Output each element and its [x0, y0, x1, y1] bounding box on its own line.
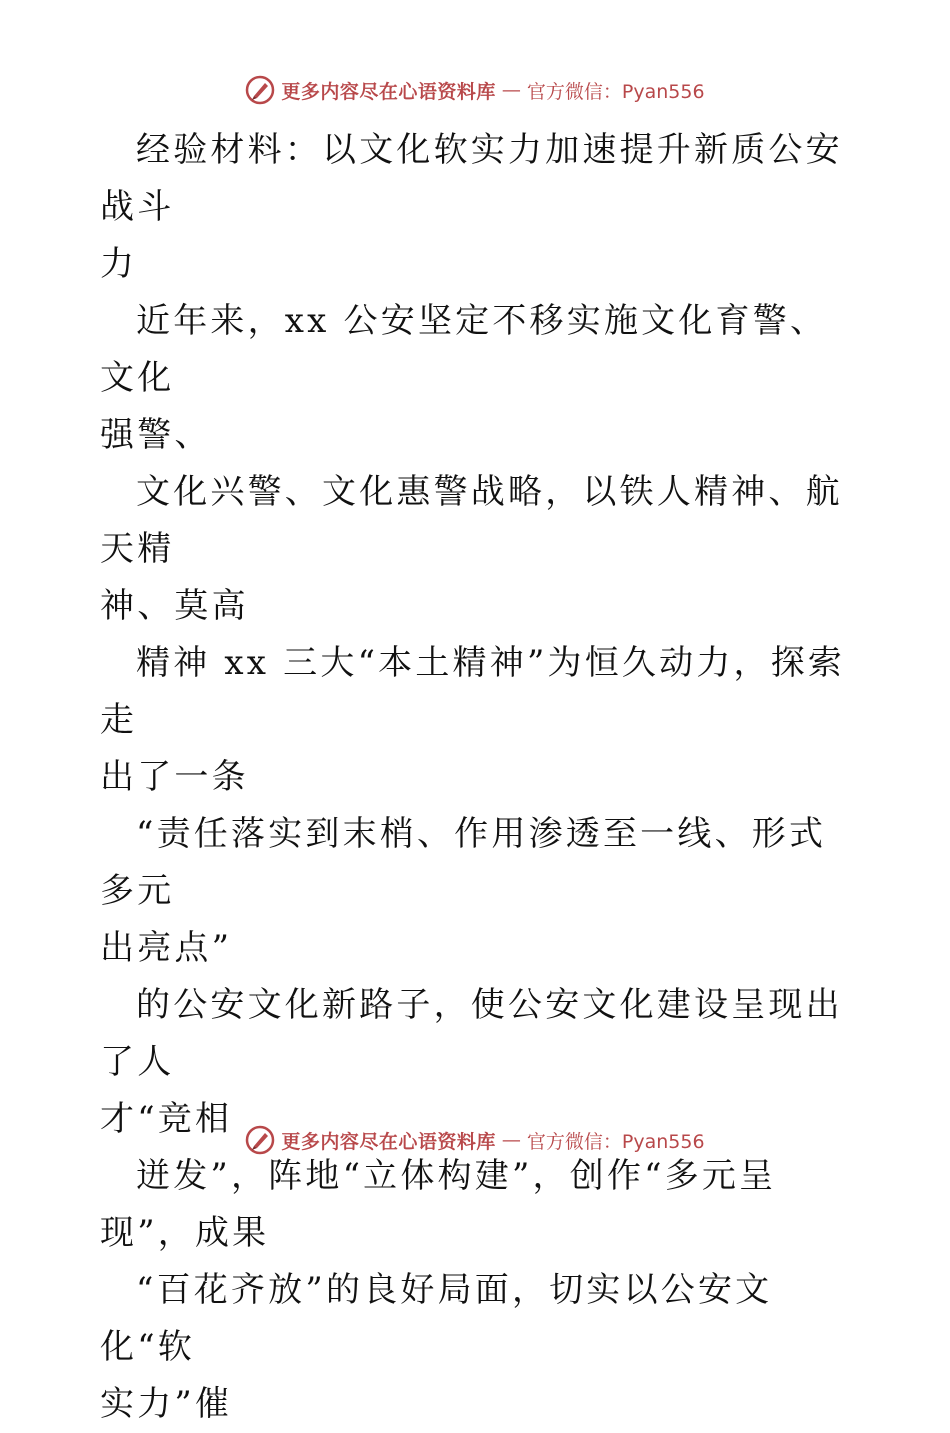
line-continuation: 强警、	[100, 415, 212, 455]
line-continuation: 出了一条	[100, 757, 249, 797]
pen-logo-icon	[245, 1125, 275, 1155]
line-first: 精神 xx 三大“本土精神”为恒久动力，探索走	[100, 643, 846, 740]
watermark-site-text: 更多内容尽在心语资料库	[281, 1130, 496, 1153]
line-first: 近年来，xx 公安坚定不移实施文化育警、文化	[100, 301, 828, 398]
line-continuation: 实力”催	[100, 1384, 233, 1424]
watermark-header	[0, 70, 950, 110]
paragraph-line	[100, 293, 860, 464]
line-continuation: 出亮点”	[100, 928, 233, 968]
paragraph-line	[100, 122, 860, 293]
line-first: “责任落实到末梢、作用渗透至一线、形式多元	[100, 814, 827, 911]
line-first: “百花齐放”的良好局面，切实以公安文化“软	[100, 1270, 773, 1367]
watermark-wechat: 官方微信：Pyan556	[526, 80, 705, 103]
line-first: 的公安文化新路子，使公安文化建设呈现出了人	[100, 985, 843, 1082]
watermark-wechat: 官方微信：Pyan556	[526, 1130, 705, 1153]
document-body	[100, 122, 860, 1433]
paragraph-line	[100, 806, 860, 977]
watermark-dash: —	[501, 1129, 521, 1151]
line-continuation: 神、莫高	[100, 586, 249, 626]
line-continuation: 力	[100, 244, 138, 284]
pen-logo-icon	[245, 75, 275, 105]
paragraph-line	[100, 635, 860, 806]
line-first: 经验材料：以文化软实力加速提升新质公安战斗	[100, 130, 843, 227]
paragraph-line	[100, 1148, 860, 1262]
line-first: 迸发”，阵地“立体构建”，创作“多元呈	[136, 1156, 777, 1196]
line-continuation: 现”，成果	[100, 1213, 270, 1253]
watermark-footer	[0, 1120, 950, 1160]
paragraph-line	[100, 1262, 860, 1433]
paragraph-line	[100, 464, 860, 635]
line-continuation: 才“竞相	[100, 1099, 233, 1139]
watermark-dash: —	[501, 79, 521, 101]
line-first: 文化兴警、文化惠警战略，以铁人精神、航天精	[100, 472, 843, 569]
watermark-site-text: 更多内容尽在心语资料库	[281, 80, 496, 103]
